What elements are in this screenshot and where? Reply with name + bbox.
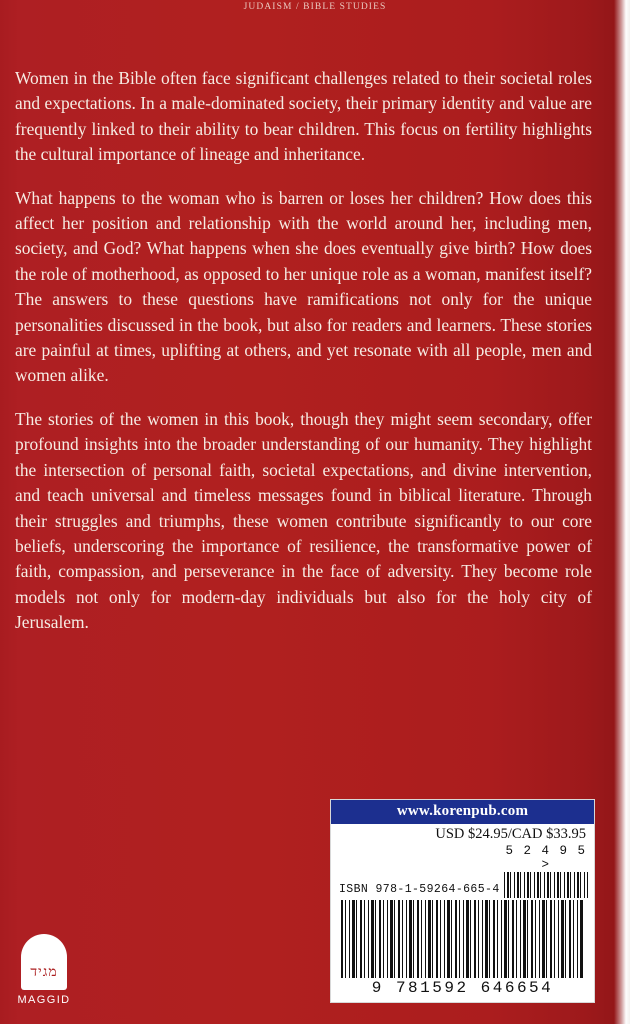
addon-digits: 5 2 4 9 5 >: [505, 844, 587, 872]
isbn-text: ISBN 978-1-59264-665-4: [339, 883, 500, 896]
barcode-block: [330, 799, 595, 1003]
logo-hebrew-text: מגיד: [30, 965, 58, 980]
maggid-logo-icon: [21, 934, 67, 990]
blurb-text: [15, 66, 592, 636]
publisher-name: MAGGID: [17, 994, 71, 1006]
barcode-bars-icon: [341, 900, 584, 978]
ean-barcode: [331, 898, 594, 978]
isbn-row: [331, 844, 594, 898]
barcode-addon: [504, 844, 588, 898]
category-line: JUDAISM / BIBLE STUDIES: [243, 2, 387, 12]
blurb-paragraph: Women in the Bible often face significant challenges related to their societal roles and expectations. In a male-dominated society, their primary identity and value are frequently linked to their ability to bear children. This focus on fertility highlights the cultural importance of lineage and inheritance.: [15, 68, 592, 165]
publisher-logo: [12, 934, 76, 1006]
blurb-paragraph: What happens to the woman who is barren or loses her children? How does this affect her position and relationship with the world around her, including men, society, and God? What happens when she does eventually give birth? How does the role of motherhood, as opposed to her unique role as a woman, manifest itself? The answers to these questions have ramifications not only for the unique personalities discussed in the book, but also for readers and learners. These stories are painful at times, uplifting at others, and yet resonate with all people, men and women alike.: [15, 187, 592, 386]
price-line: USD $24.95/CAD $33.95: [435, 826, 586, 842]
page-edge: [614, 0, 630, 1024]
ean-digits: 9 781592 646654: [371, 979, 554, 997]
publisher-website[interactable]: www.korenpub.com: [331, 800, 594, 824]
addon-bars-icon: [504, 872, 588, 898]
blurb-paragraph: The stories of the women in this book, though they might seem secondary, offer profound insights into the broader understanding of our humanity. They highlight the intersection of personal faith, societal expectations, and divine intervention, and teach universal and timeless messages found in biblical literature. Through their struggles and triumphs, these women contribute significantly to our core beliefs, underscoring the importance of resilience, the transformative power of faith, compassion, and perseverance in the face of adversity. They become role models not only for modern-day individuals but also for the holy city of Jerusalem.: [15, 408, 592, 633]
